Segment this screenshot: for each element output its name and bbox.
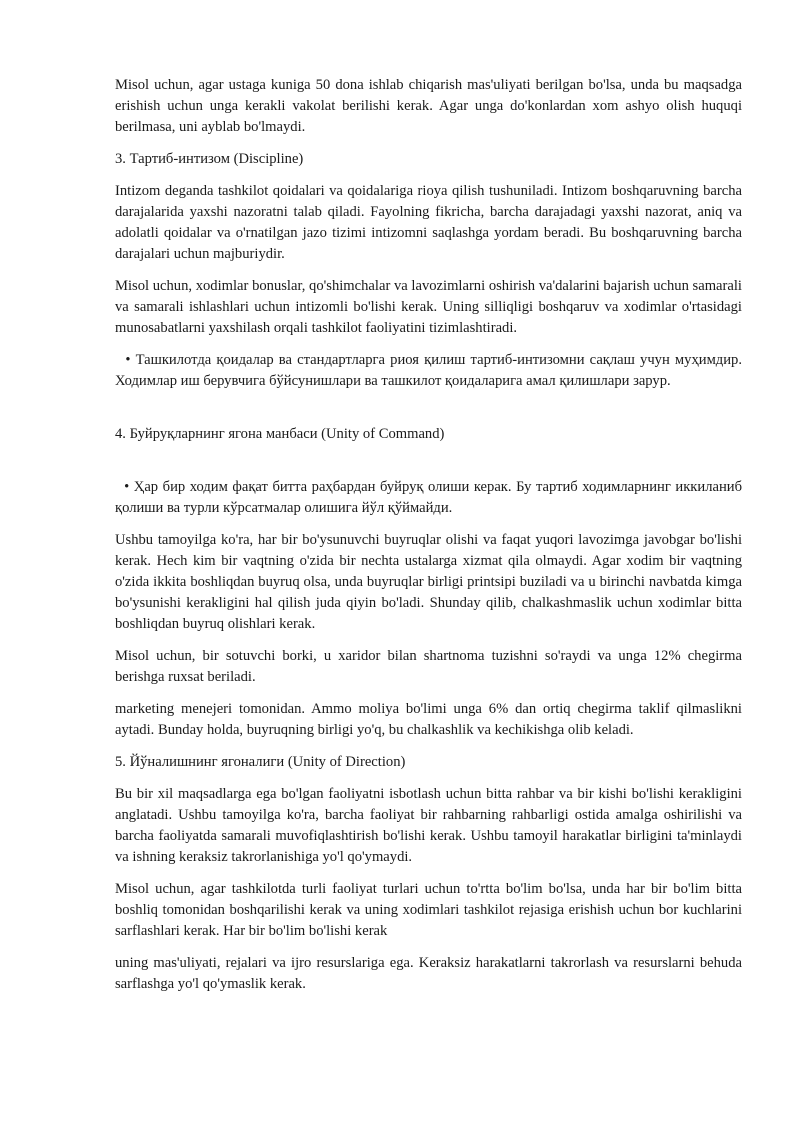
paragraph-discipline-definition: Intizom deganda tashkilot qoidalari va qoidalariga rioya qilish tushuniladi. Intizom boshqaruvning barcha darajalarida yaxshi nazoratni talab qiladi. Fayolning fikricha, barcha darajadagi yaxshi nazorat, aniq va adolatli qoidalar va o'rnatilgan jazo tizimi intizomni saqlashga yordam beradi. Bu boshqaruvning barcha darajalari uchun majburiydir.	[115, 183, 742, 262]
paragraph-discipline-example: Misol uchun, xodimlar bonuslar, qo'shimchalar va lavozimlarni oshirish va'dalarini bajarish uchun samarali va samarali ishlashlari uchun intizomli bo'lishi kerak. Uning silliqligi boshqaruv va xodimlar o'rtasidagi munosabatlarni yaxshilash orqali tashkilot faoliyatini tizimlashtiradi.	[115, 278, 742, 336]
bullet-discipline: • Ташкилотда қоидалар ва стандартларга риоя қилиш тартиб-интизомни сақлаш учун муҳимдир. Ходимлар иш берувчига бўйсунишлари ва ташкилот қоидаларига амал қилишлари зарур.	[115, 352, 746, 389]
heading-discipline: 3. Тартиб-интизом (Discipline)	[115, 151, 304, 167]
heading-unity-of-direction: 5. Йўналишнинг ягоналиги (Unity of Direction)	[115, 754, 406, 770]
bullet-unity-of-command: • Ҳар бир ходим фақат битта раҳбардан буйруқ олиши керак. Бу тартиб ходимларнинг иккиланиб қолиши ва турли кўрсатмалар олишига йўл қўймайди.	[115, 479, 746, 516]
paragraph-resources: uning mas'uliyati, rejalari va ijro resurslariga ega. Keraksiz harakatlarni takrorlash va resurslarni behuda sarflashga yo'l qo'ymaslik kerak.	[115, 955, 742, 992]
paragraph-unity-of-direction: Bu bir xil maqsadlarga ega bo'lgan faoliyatni isbotlash uchun bitta rahbar va bir kishi bo'lishi kerakligini anglatadi. Ushbu tamoyilga ko'ra, barcha faoliyat bir rahbarning rahbarligi ostida amalga oshirilishi va barcha faoliyatda samarali muvofiqlashtirish bo'lishi kerak. Ushbu tamoyil harakatlar birligini ta'minlaydi va ishning keraksiz takrorlanishiga yo'l qo'ymaydi.	[115, 786, 742, 865]
paragraph-departments-example: Misol uchun, agar tashkilotda turli faoliyat turlari uchun to'rtta bo'lim bo'lsa, unda har bir bo'lim bitta boshliq tomonidan boshqarilishi kerak va uning xodimlari tashkilot rejasiga erishish uchun bor kuchlarini sarflashlari kerak. Har bir bo'lim bo'lishi kerak	[115, 881, 742, 939]
heading-unity-of-command: 4. Буйруқларнинг ягона манбаси (Unity of Command)	[115, 426, 445, 442]
paragraph-salesman-example: Misol uchun, bir sotuvchi borki, u xaridor bilan shartnoma tuzishni so'raydi va unga 12% chegirma berishga ruxsat beriladi.	[115, 648, 742, 685]
paragraph-example-authority: Misol uchun, agar ustaga kuniga 50 dona ishlab chiqarish mas'uliyati berilgan bo'lsa, unda bu maqsadga erishish uchun unga kerakli vakolat berilishi kerak. Agar unga do'konlardan xom ashyo olish huquqi berilmasa, uni ayblab bo'lmaydi.	[115, 77, 742, 135]
document-body	[115, 75, 746, 1006]
paragraph-marketing-manager: marketing menejeri tomonidan. Ammo moliya bo'limi unga 6% dan ortiq chegirma taklif qilmaslikni aytadi. Bunday holda, buyruqning birligi yo'q, bu chalkashlik va kechikishga olib keladi.	[115, 701, 742, 738]
paragraph-unity-of-command: Ushbu tamoyilga ko'ra, har bir bo'ysunuvchi buyruqlar olishi va faqat yuqori lavozimga javobgar bo'lishi kerak. Hech kim bir vaqtning o'zida bir nechta ustalarga xizmat qila olmaydi. Agar xodim bir vaqtning o'zida ikkita boshliqdan buyruq olsa, unda buyruqlar birligi printsipi buziladi va u birinchi navbatda kimga bo'ysunishi kerakligini hal qilish juda qiyin bo'ladi. Shunday qilib, chalkashmaslik uchun xodimlar bitta boshliqdan buyruq olishlari kerak.	[115, 532, 742, 632]
